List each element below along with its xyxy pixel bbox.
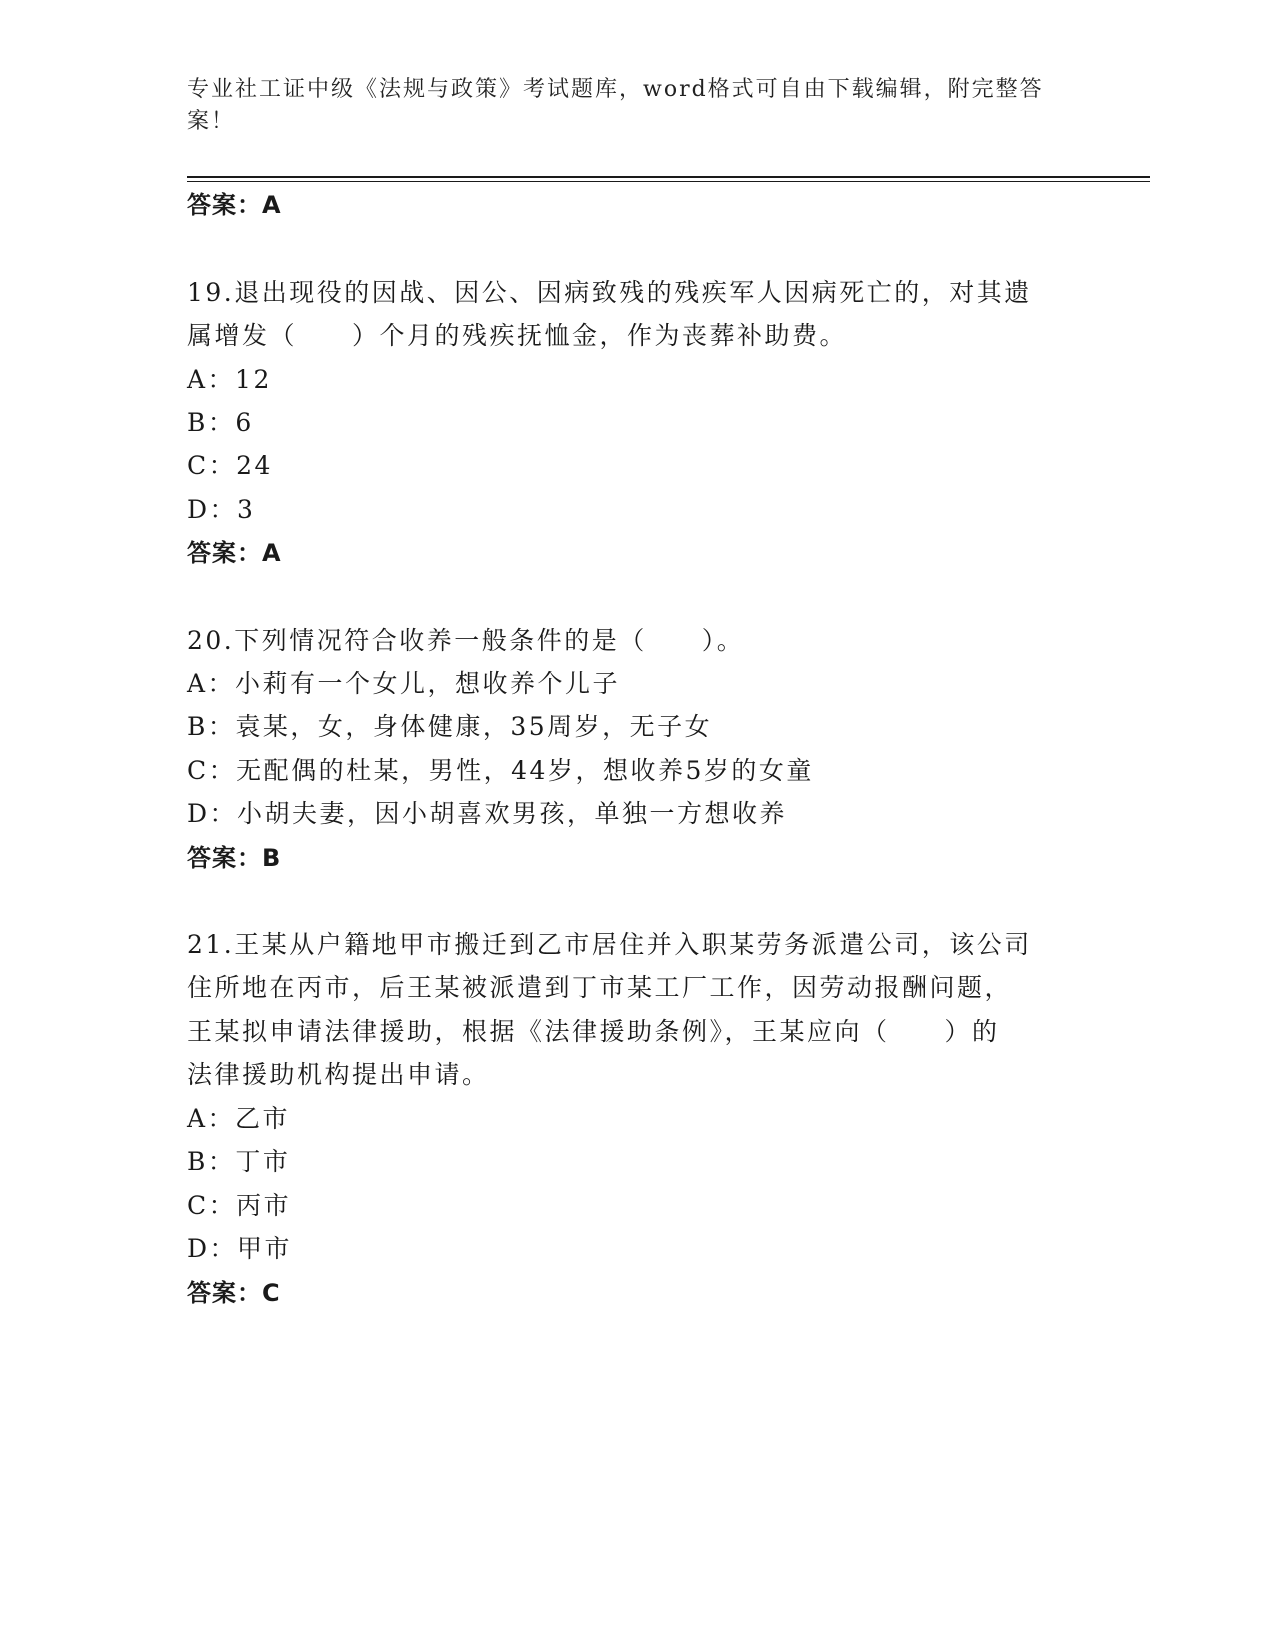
question-stem-line: 王某拟申请法律援助，根据《法律援助条例》，王某应向（ ）的 xyxy=(187,1017,1000,1046)
question-option: B：袁某，女，身体健康，35周岁，无子女 xyxy=(187,712,713,741)
question-stem-line: 住所地在丙市，后王某被派遣到丁市某工厂工作，因劳动报酬问题， xyxy=(187,973,1013,1002)
question-option: D：小胡夫妻，因小胡喜欢男孩，单独一方想收养 xyxy=(187,799,788,828)
document-header xyxy=(187,74,1067,138)
header-line: 案！ xyxy=(187,109,236,134)
question-option: A：乙市 xyxy=(187,1104,291,1133)
question-stem-line: 21.王某从户籍地甲市搬迁到乙市居住并入职某劳务派遣公司，该公司 xyxy=(187,930,1032,959)
question-answer: 答案：A xyxy=(187,539,282,567)
question-option: C：24 xyxy=(187,451,273,480)
question-option: D：甲市 xyxy=(187,1234,293,1263)
question-stem-line: 法律援助机构提出申请。 xyxy=(187,1060,490,1089)
header-line: 专业社工证中级《法规与政策》考试题库，word格式可自由下载编辑，附完整答 xyxy=(187,77,1044,102)
question-option: B：丁市 xyxy=(187,1147,291,1176)
question-option: A：12 xyxy=(187,365,272,394)
question-option: C：丙市 xyxy=(187,1191,292,1220)
question-answer: 答案：B xyxy=(187,844,282,872)
question-stem-line: 属增发（ ）个月的残疾抚恤金，作为丧葬补助费。 xyxy=(187,321,848,350)
question-option: D：3 xyxy=(187,495,256,524)
question-stem-line: 19.退出现役的因战、因公、因病致残的残疾军人因病死亡的，对其遗 xyxy=(187,278,1032,307)
question-stem-line: 20.下列情况符合收养一般条件的是（ ）。 xyxy=(187,626,745,655)
question-option: B：6 xyxy=(187,408,254,437)
question-option: C：无配偶的杜某，男性，44岁，想收养5岁的女童 xyxy=(187,756,814,785)
question-option: A：小莉有一个女儿，想收养个儿子 xyxy=(187,669,621,698)
header-divider-thin xyxy=(187,181,1150,182)
previous-answer: 答案：A xyxy=(187,191,282,219)
header-divider xyxy=(187,176,1150,178)
question-answer: 答案：C xyxy=(187,1279,281,1307)
